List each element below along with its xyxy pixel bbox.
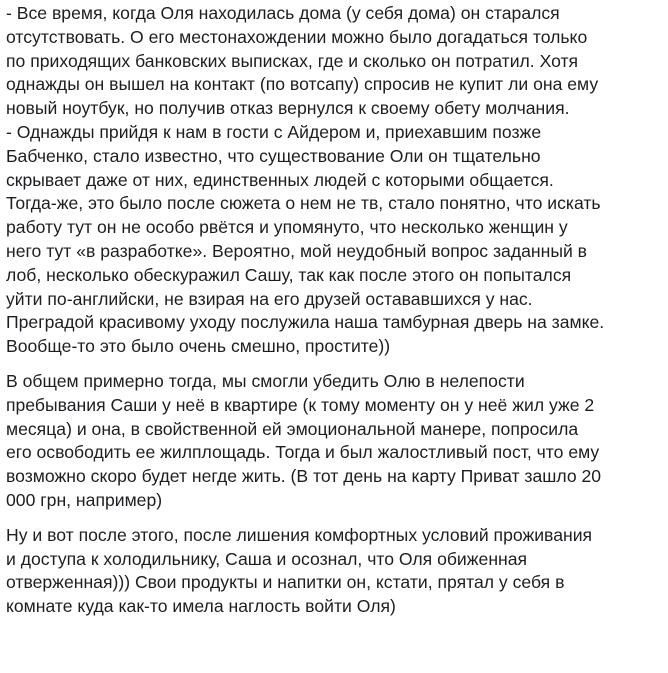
paragraph-1: - Все время, когда Оля находилась дома (у себя дома) он старался отсутствовать. О его местонахождении можно было догадаться только по приходящих банковских выписках, где и сколько он потратил. Хотя однажды он вышел на контакт (по вотсапу) спросив не купит ли она ему новый ноутбук, но получив отказ вернулся к своему обету молчания. - Однажды прийдя к нам в гости с Айдером и, приехавшим позже Бабченко, стало известно, что существование Оли он тщательно скрывает даже от них, единственных людей с которыми общается. Тогда-же, это было после сюжета о нем не тв, стало понятно, что искать работу тут он не особо рвётся и упомянуто, что несколько женщин у него тут «в разработке». Вероятно, мой неудобный вопрос заданный в лоб, несколько обескуражил Сашу, так как после этого он попытался уйти по-английски, не взирая на его друзей остававшихся у нас. Преградой красивому уходу послужила наша тамбурная дверь на замке. Вообще-то это было очень смешно, простите)): [6, 3, 605, 357]
paragraph-2: В общем примерно тогда, мы смогли убедить Олю в нелепости пребывания Саши у неё в квартире (к тому моменту он у неё жил уже 2 месяца) и она, в свойственной ей эмоциональной манере, попросила его освободить ее жилплощадь. Тогда и был жалостливый пост, что ему возможно скоро будет негде жить. (В тот день на карту Приват зашло 20 000 грн, например): [6, 370, 602, 510]
paragraph-3: Ну и вот после этого, после лишения комфортных условий проживания и доступа к холодильнику, Саша и осознал, что Оля обиженная отверженная))) Свои продукты и напитки он, кстати, прятал у себя в комнате куда как-то имела наглость войти Оля): [6, 524, 593, 617]
